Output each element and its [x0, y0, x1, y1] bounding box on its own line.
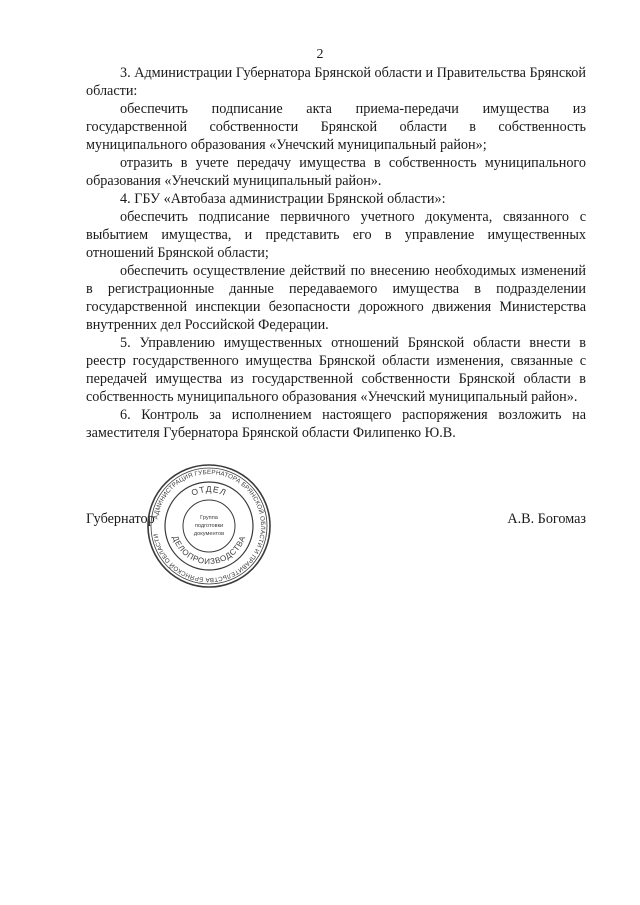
- paragraph-4: 4. ГБУ «Автобаза администрации Брянской области»:: [120, 191, 446, 207]
- document-body: [86, 64, 586, 442]
- office-stamp-icon: [145, 462, 273, 590]
- paragraph-3: 3. Администрации Губернатора Брянской области и Правительства Брянской области:: [86, 65, 586, 99]
- paragraph-4-item-2: обеспечить осуществление действий по внесению необходимых изменений в регистрационные данные передаваемого имущества в подразделении государственной инспекции безопасности дорожного движения Министерства внутренних дел Российской Федерации.: [86, 263, 586, 333]
- stamp-center-line-3: документов: [193, 531, 225, 537]
- stamp-center-line-1: Группа: [200, 515, 218, 521]
- page-number: 2: [316, 47, 324, 62]
- paragraph-3-item-2: отразить в учете передачу имущества в собственность муниципального образования «Унечский муниципальный район».: [86, 155, 586, 189]
- paragraph-3-item-1: обеспечить подписание акта приема-передачи имущества из государственной собственности Брянской области в собственность муниципального образования «Унечский муниципальный район»;: [86, 101, 586, 153]
- signer-name: А.В. Богомаз: [507, 511, 586, 527]
- stamp-department-top: ОТДЕЛ: [189, 483, 229, 498]
- paragraph-4-item-1: обеспечить подписание первичного учетного документа, связанного с выбытием имущества, и представить его в управление имущественных отношений Брянской области;: [86, 209, 586, 261]
- signer-position: Губернатор: [86, 511, 155, 527]
- stamp-center-line-2: подготовки: [194, 523, 224, 529]
- stamp-outer-text: АДМИНИСТРАЦИЯ ГУБЕРНАТОРА БРЯНСКОЙ ОБЛАСТИ И ПРАВИТЕЛЬСТВА БРЯНСКОЙ ОБЛАСТИ: [152, 468, 267, 584]
- paragraph-6: 6. Контроль за исполнением настоящего распоряжения возложить на заместителя Губернатора Брянской области Филипенко Ю.В.: [86, 407, 586, 441]
- paragraph-5: 5. Управлению имущественных отношений Брянской области внести в реестр государственного имущества Брянской области изменения, связанные с передачей имущества из государственной собственности Брянской области в собственность муниципального образования «Унечский муниципальный район».: [86, 335, 586, 405]
- stamp-department-bottom: ДЕЛОПРОИЗВОДСТВА: [170, 534, 248, 567]
- stamp-graphic: [145, 462, 273, 590]
